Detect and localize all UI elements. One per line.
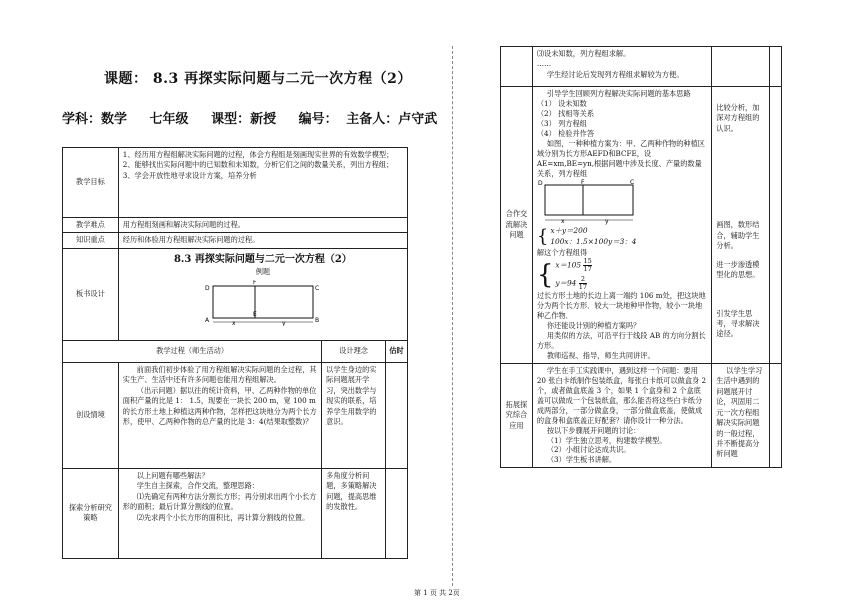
board-title: 8.3 再探实际问题与二元一次方程（2） [173,253,352,265]
expand-design: 以学生学习生活中遇到的问题展开讨论，巩固用二元一次方程组解决实际问题的一般过程，并不断提高分析问题 [712,363,770,467]
grade-label: 七年级 [149,112,189,127]
top-row [501,47,782,87]
label-c: C [629,179,635,187]
solution-x-numerator: 15 [583,256,592,265]
key-row [63,233,408,248]
scene-paragraph: （出示问题）据以往的统计资料，甲、乙两种作物的单位面积产量的比是 1： 1.5，现要在一块长 200 m，宽 100 m的长方形土地上种植这两种作物，怎样把这块地分为两个长方形，使甲、乙两种作物的总产量的比是 3：4(结果取整数)？ [122,385,317,427]
goal-item: 2、能够找出实际问题中的已知数和未知数，分析它们之间的数量关系，列出方程组； [122,160,394,170]
design-note: 比较分析，加深对方程组的认识。 [716,103,760,133]
process-header: 教学过程（师生活动） [63,340,322,362]
scene-time [386,362,408,468]
board-example: 例题 [255,267,271,277]
board-row [63,248,408,340]
explore-paragraph: ⑴先确定有两种方法分割长方形；再分别求出两个小长方形的面积；最后计算分割线的位置。 [122,491,317,512]
exchange-paragraph: 用类似的方法，可沿平行于线段 AB 的方向分割长方形。 [536,331,706,351]
solution-y: y＝94 [555,278,577,288]
key-label: 知识重点 [63,233,119,248]
exchange-paragraph: 教师巡视、指导，师生共同讲评。 [546,351,655,360]
top-line: …… [536,59,552,69]
expand-paragraph: 按以下步骤展开问题的讨论： [546,425,641,435]
expand-paragraph: （1）学生独立思考，构建数学模型。 [546,435,667,445]
rectangle-figure-solution [537,179,637,225]
expand-label: 拓展探究综合应用 [501,363,533,467]
code-label: 编号： [298,112,338,127]
lesson-type-label: 课型：新授 [211,112,277,127]
exchange-paragraph: 如图，一种种植方案为：甲、乙两种作物的种植区域分别为长方形AEFD和BCFE，设AE=xm,BE=yn,根据问题中涉及长度、产量的数量关系，列方程组 [536,138,705,178]
page-footer: 第 1 页 共 2页 [414,589,460,597]
goal-item: 3、学会开放性地寻求设计方案，培养分析 [122,170,257,180]
board-content [118,248,407,340]
solution-x-denominator: 17 [583,264,592,273]
step-item: （4） 检验并作答 [536,128,595,138]
step-item: （3） 列方程组 [536,118,587,128]
label-e: E [252,310,257,318]
design-note: 画图，数形结合，辅助学生分析。 [716,220,760,251]
label-x: x [560,218,565,226]
expand-paragraph: （2）小组讨论达成共识。 [546,445,631,455]
process-header-row [63,340,408,362]
top-design [712,47,770,87]
top-label [501,47,533,87]
time-header: 估时 [386,340,408,362]
design-note: 引发学生思考，寻求解决途径。 [716,308,760,339]
scene-row [63,362,408,468]
solve-text: 解这个方程组得 [536,247,588,257]
lesson-title: 课题： 8.3 再探实际问题与二元一次方程（2） [104,71,412,87]
lesson-plan-table-right [500,46,782,468]
explore-paragraph: ⑵先求两个小长方形的面积比，再计算分割线的位置。 [136,512,310,522]
top-line: 学生经讨论后发现列方程组求解较为方便。 [546,69,684,79]
solution-y-denominator: 17 [578,283,588,292]
key-content: 经历和体验用方程组解决实际问题的过程。 [118,233,407,248]
explore-paragraph: 以上问题有哪些解法？ [136,470,209,480]
label-d: D [537,180,543,188]
explore-paragraph: 学生自主探索，合作交流，整理思路： [136,481,259,491]
design-header: 设计理念 [322,340,386,362]
label-b: B [314,316,320,324]
explore-design: 多角度分析问题，多策略解决问题，提高思维的发散性。 [322,468,386,558]
top-line: ⑶设未知数，列方程组求解。 [536,49,631,58]
label-f: F [252,279,257,286]
equation-1: x＋y＝200 [550,226,588,236]
page-fold-line [452,46,454,586]
preparer-label: 主备人：卢守武 [346,112,438,127]
exchange-label: 合作交流解决问题 [501,87,533,364]
scene-label: 创设情境 [63,362,119,468]
difficulty-label: 教学难点 [63,218,119,233]
top-content [532,47,711,87]
explore-content [118,468,321,558]
step-item: （1） 设未知数 [536,98,587,108]
solution-x: x＝105 [555,260,582,270]
top-time [770,47,782,87]
expand-row [501,363,782,467]
expand-content [532,363,711,467]
expand-time [770,363,782,467]
expand-paragraph: 学生在手工实践课中，遇到这样一个问题：要用 20 张白卡纸制作包装纸盒，每张白卡纸可以做盒身 2 个，或者做盒底盖 3 个，如果 1 个盒身和 2 个盒底盖可以做成一个包装纸盒，那么能否将这些白卡纸分成两部分，一部分做盒身，一部分做盒底盖，使做成的盒身和盒底盖正好配套？请你设计一种分法。 [536,365,707,425]
lesson-plan-table-left [62,147,408,559]
label-y: y [604,218,609,226]
solution-y-numerator: 2 [579,276,587,284]
subject-label: 学科：数学 [62,112,128,127]
explore-label: 探索分析研究策略 [63,468,119,558]
exchange-content [532,87,711,364]
goals-content [118,148,407,218]
exchange-paragraph: 过长方形土地的长边上离一端约 106 m处，把这块地分为两个长方形．较大一块地种甲作物，较小一块地种乙作物． [536,291,706,321]
exchange-intro: 引导学生回顾列方程解决实际问题的基本思路 [546,89,691,98]
design-note: 进一步渗透模型化的思想。 [716,259,760,280]
solution-system [537,258,707,292]
equation-2: 100x：1.5×100y＝3：4 [550,236,637,246]
goals-label: 教学目标 [63,148,119,218]
scene-design: 以学生身边的实际问题展开学习，突出数学与现实的联系，培养学生用数学的意识。 [322,362,386,468]
label-c: C [314,284,320,292]
label-d: D [204,284,210,292]
exchange-paragraph: 你还能设计别的种植方案吗？ [546,321,641,331]
lesson-meta [62,108,455,127]
brace-icon: { [536,259,554,290]
difficulty-row [63,218,408,233]
rectangle-figure-board [203,280,323,326]
difficulty-content: 用方程组刻画和解决实际问题的过程。 [118,218,407,233]
exchange-row [501,87,782,364]
scene-paragraph: 前面我们初步体验了用方程组解决实际问题的全过程，其实生产、生活中还有许多问题也能用方程组解决。 [122,364,317,385]
exchange-time [770,87,782,364]
expand-paragraph: （3）学生板书讲解。 [546,455,617,465]
explore-row [63,468,408,558]
scene-content [118,362,321,468]
goals-row [63,148,408,218]
brace-icon: { [536,225,549,247]
label-a: A [204,316,209,324]
label-y: y [281,319,286,326]
label-f: F [580,179,585,187]
board-label: 板书设计 [63,248,119,340]
label-x: x [231,319,236,326]
exchange-design [712,87,770,364]
goal-item: 1、经历用方程组解决实际问题的过程，体会方程组是刻画现实世界的有效数学模型； [122,150,394,159]
equation-system [537,226,707,246]
explore-time [386,468,408,558]
step-item: （2） 找相等关系 [536,108,595,118]
